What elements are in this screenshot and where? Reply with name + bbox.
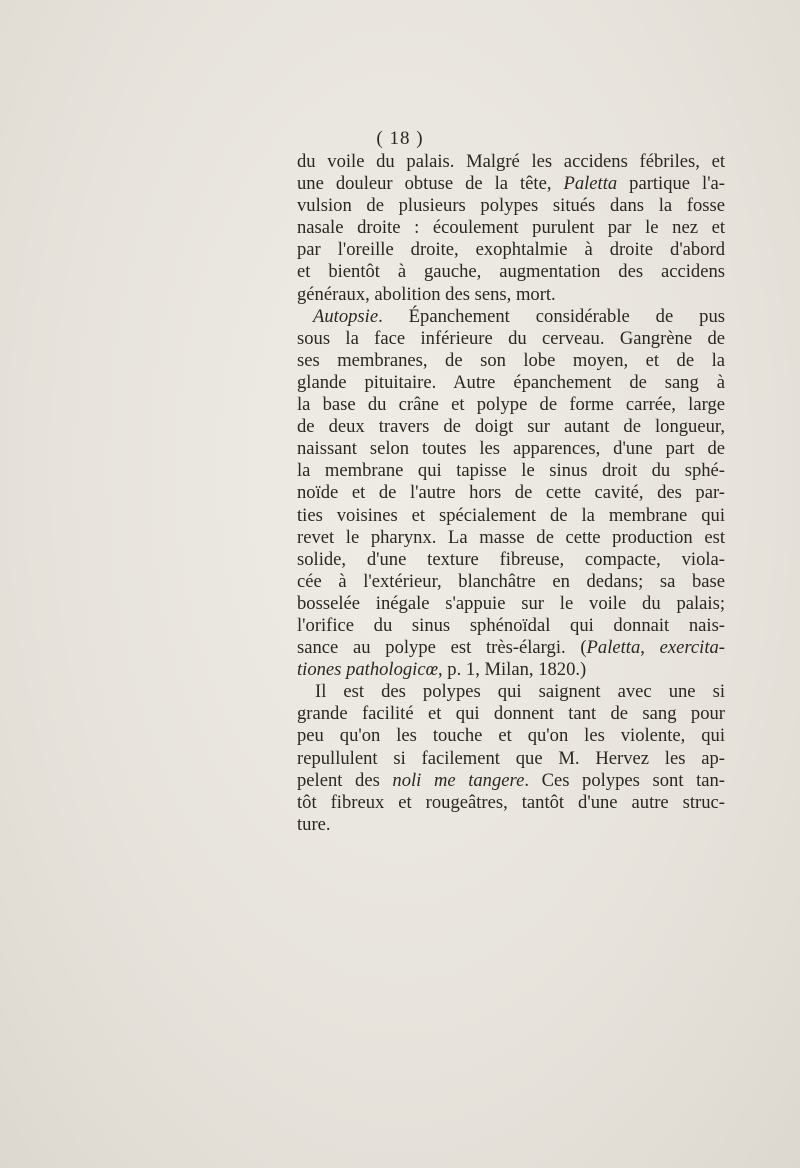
text-line: la membrane qui tapisse le sinus droit du sphé- bbox=[297, 460, 725, 482]
text-line: noïde et de l'autre hors de cette cavité, des par- bbox=[297, 482, 725, 504]
text-line: par l'oreille droite, exophtalmie à droite d'abord bbox=[297, 239, 725, 261]
text-line: et bientôt à gauche, augmentation des accidens bbox=[297, 261, 725, 283]
text-line: ses membranes, de son lobe moyen, et de la bbox=[297, 349, 725, 371]
text-line: peu qu'on les touche et qu'on les violente, qui bbox=[297, 725, 725, 747]
text-line: sance au polype est très-élargi. (Paletta, exercita- bbox=[297, 637, 726, 659]
text-line: naissant selon toutes les apparences, d'une part de bbox=[297, 438, 725, 460]
text-line: tiones pathologicœ, p. 1, Milan, 1820.) bbox=[297, 659, 587, 681]
text-line: généraux, abolition des sens, mort. bbox=[297, 283, 556, 305]
text-line: Autopsie. Épanchement considérable de pus bbox=[313, 305, 725, 327]
text-line: cée à l'extérieur, blanchâtre en dedans; sa base bbox=[297, 570, 725, 592]
text-line: ties voisines et spécialement de la membrane qui bbox=[297, 504, 725, 526]
text-line: la base du crâne et polype de forme carrée, large bbox=[297, 394, 725, 416]
body-text bbox=[297, 151, 725, 836]
text-line: une douleur obtuse de la tête, Paletta partique l'a- bbox=[297, 173, 725, 195]
text-line: sous la face inférieure du cerveau. Gangrène de bbox=[297, 327, 725, 349]
text-line: repullulent si facilement que M. Hervez les ap- bbox=[297, 747, 725, 769]
text-line: ture. bbox=[297, 813, 331, 835]
text-line: glande pituitaire. Autre épanchement de sang à bbox=[297, 371, 725, 393]
text-line: nasale droite : écoulement purulent par le nez et bbox=[297, 217, 725, 239]
text-line: grande facilité et qui donnent tant de sang pour bbox=[297, 703, 725, 725]
text-line: du voile du palais. Malgré les accidens fébriles, et bbox=[297, 151, 725, 172]
text-line: vulsion de plusieurs polypes situés dans la fosse bbox=[297, 195, 725, 217]
text-line: bosselée inégale s'appuie sur le voile du palais; bbox=[297, 592, 725, 614]
page-number: ( 18 ) bbox=[376, 128, 424, 149]
text-line: pelent des noli me tangere. Ces polypes sont tan- bbox=[297, 769, 725, 791]
text-line: revet le pharynx. La masse de cette production est bbox=[297, 526, 725, 548]
text-line: Il est des polypes qui saignent avec une si bbox=[315, 681, 725, 703]
text-line: l'orifice du sinus sphénoïdal qui donnait nais- bbox=[297, 614, 725, 636]
text-line: solide, d'une texture fibreuse, compacte, viola- bbox=[297, 548, 725, 570]
text-line: tôt fibreux et rougeâtres, tantôt d'une autre struc- bbox=[297, 791, 725, 813]
text-line: de deux travers de doigt sur autant de longueur, bbox=[297, 416, 725, 438]
